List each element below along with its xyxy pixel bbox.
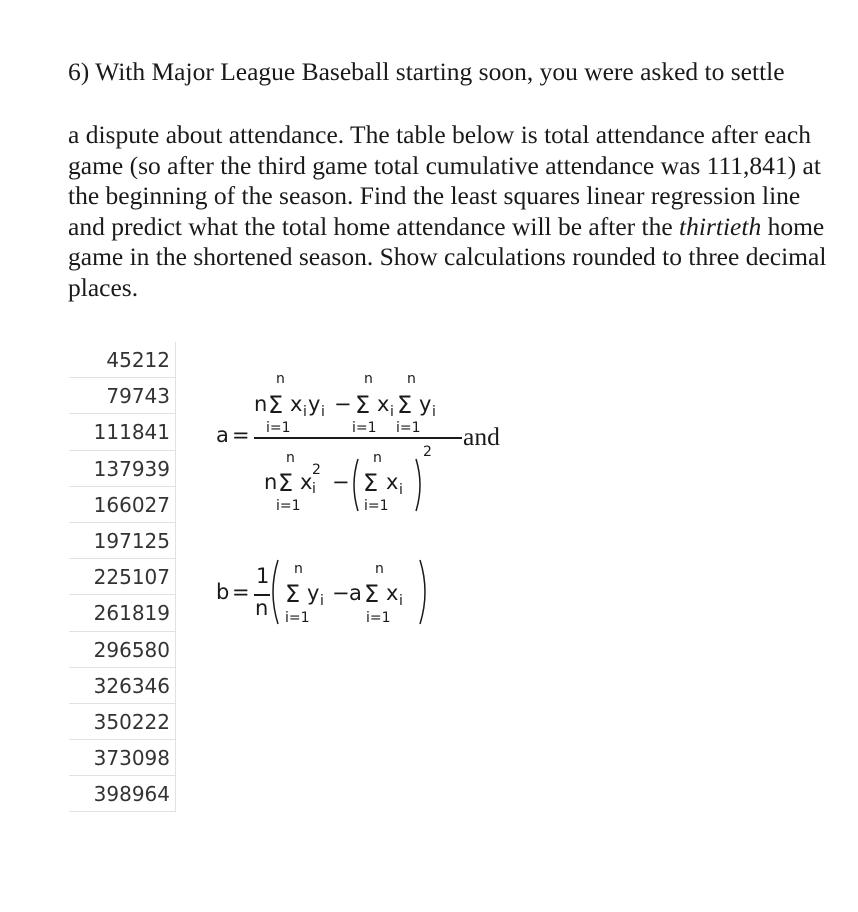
sigma-symbol: Σ: [364, 580, 380, 608]
a-coefficient: a: [349, 581, 362, 605]
sigma-symbol: Σ: [285, 580, 301, 608]
sigma-symbol: Σ: [268, 391, 284, 419]
question-body-part1: a dispute about attendance. The table below is total attendance after each game (so after the third game total cumulative attendance was 111,841) at the beginning of the season. Find the least squares linear regression line and predict what the total home attendance will be after the: [68, 120, 821, 241]
subscript-i: i: [321, 404, 325, 420]
n-factor: n: [254, 392, 268, 416]
exponent-two: 2: [312, 462, 321, 478]
y-variable: y: [419, 392, 432, 416]
attendance-cell: 111841: [69, 414, 176, 450]
n-factor: n: [264, 470, 278, 494]
lower-limit: i=1: [276, 498, 301, 514]
subscript-i: i: [312, 481, 316, 497]
upper-limit: n: [373, 450, 382, 466]
exponent-two: 2: [423, 444, 432, 460]
fraction-denominator: n: [255, 596, 269, 620]
subscript-i: i: [399, 482, 403, 498]
lower-limit: i=1: [366, 610, 391, 626]
attendance-cell: 197125: [69, 523, 176, 559]
subscript-i: i: [399, 593, 403, 609]
x-variable: x: [386, 581, 399, 605]
minus-sign: −: [332, 581, 350, 605]
upper-limit: n: [294, 561, 303, 577]
x-variable: x: [290, 392, 303, 416]
minus-sign: −: [334, 392, 352, 416]
x-variable: x: [386, 470, 399, 494]
y-variable: y: [308, 392, 321, 416]
upper-limit: n: [364, 371, 373, 387]
a-label: a: [216, 423, 229, 447]
subscript-i: i: [303, 404, 307, 420]
subscript-i: i: [432, 404, 436, 420]
subscript-i: i: [390, 404, 394, 420]
upper-limit: n: [407, 371, 416, 387]
question-body-part2: home game in the shortened season. Show calculations rounded to three decimal places.: [68, 211, 827, 302]
attendance-cell: 296580: [69, 632, 176, 668]
attendance-cell: 350222: [69, 704, 176, 740]
attendance-cell: 45212: [69, 342, 176, 378]
sigma-symbol: Σ: [355, 391, 371, 419]
minus-sign: −: [332, 470, 350, 494]
sigma-symbol: Σ: [363, 469, 379, 497]
lower-limit: i=1: [396, 420, 421, 436]
question-heading: 6) With Major League Baseball starting soon, you were asked to settle: [68, 57, 785, 86]
lower-limit: i=1: [266, 420, 291, 436]
attendance-cell: 261819: [69, 595, 176, 631]
attendance-cell: 79743: [69, 378, 176, 414]
attendance-cell: 137939: [69, 451, 176, 487]
a-equals: =: [232, 423, 250, 447]
and-connector: and: [463, 422, 500, 451]
b-label: b: [216, 580, 230, 604]
y-variable: y: [307, 581, 320, 605]
fraction-numerator: 1: [256, 564, 270, 588]
lower-limit: i=1: [285, 610, 310, 626]
x-variable: x: [377, 392, 390, 416]
attendance-cell: 398964: [69, 776, 176, 812]
upper-limit: n: [375, 561, 384, 577]
question-body-emphasis: thirtieth: [679, 211, 762, 241]
upper-limit: n: [286, 450, 295, 466]
attendance-cell: 225107: [69, 559, 176, 595]
attendance-cell: 373098: [69, 740, 176, 776]
b-equals: =: [232, 580, 250, 604]
sigma-symbol: Σ: [397, 391, 413, 419]
sigma-symbol: Σ: [278, 469, 294, 497]
upper-limit: n: [276, 371, 285, 387]
subscript-i: i: [320, 593, 324, 609]
attendance-cell: 326346: [69, 668, 176, 704]
lower-limit: i=1: [364, 498, 389, 514]
lower-limit: i=1: [352, 420, 377, 436]
attendance-cell: 166027: [69, 487, 176, 523]
x-variable: x: [300, 470, 313, 494]
